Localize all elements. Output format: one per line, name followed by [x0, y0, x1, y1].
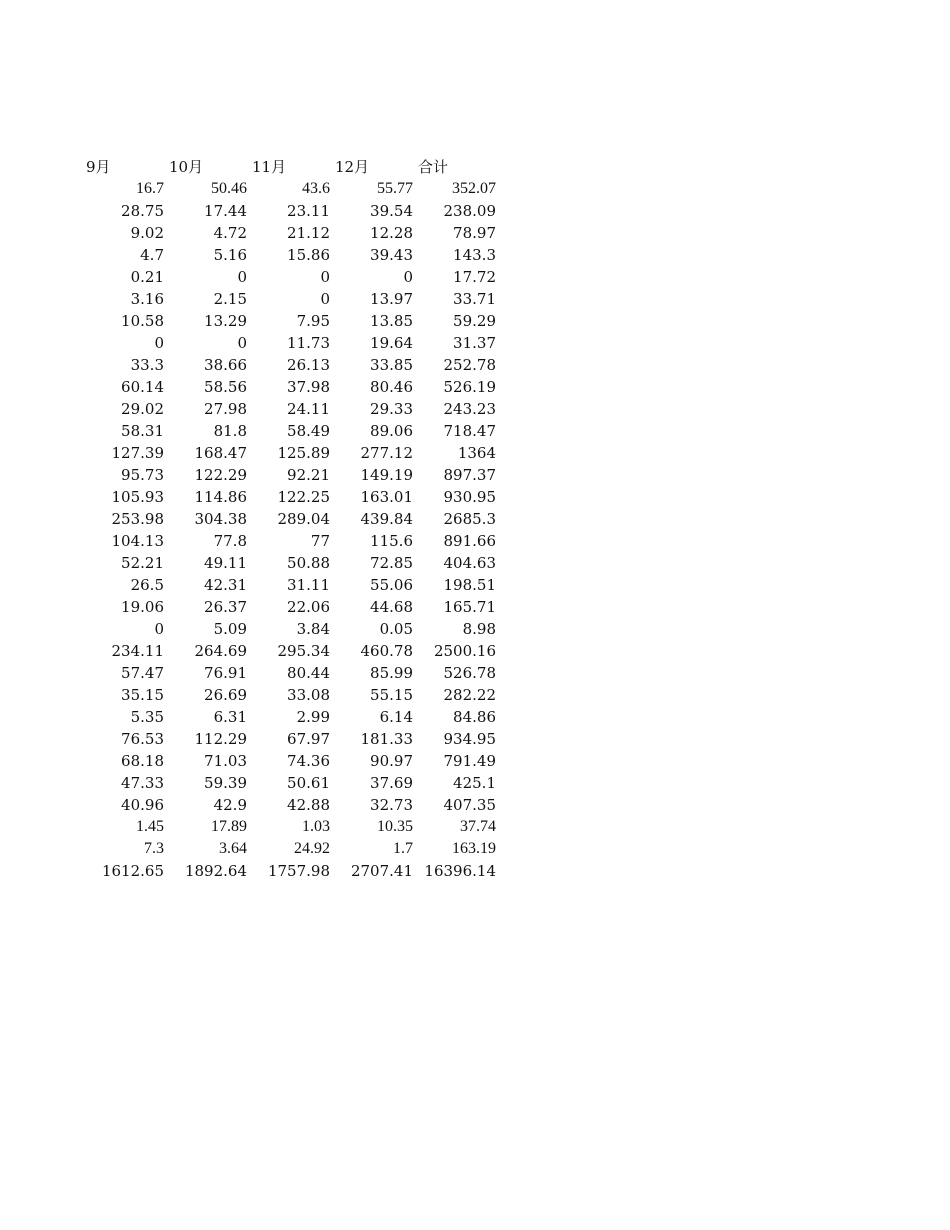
- cell-oct: 58.56: [204, 378, 247, 396]
- cell-dec: 115.6: [370, 532, 413, 550]
- cell-nov: 0: [320, 290, 330, 308]
- cell-nov: 295.34: [277, 642, 330, 660]
- table-row: [84, 838, 499, 860]
- table-row: [84, 266, 499, 288]
- cell-nov: 24.92: [294, 840, 330, 857]
- cell-dec: 460.78: [360, 642, 413, 660]
- cell-total: 718.47: [443, 422, 496, 440]
- table-row: [84, 772, 499, 794]
- cell-sep: 47.33: [121, 774, 164, 792]
- cell-sep: 57.47: [121, 664, 164, 682]
- cell-sep: 234.11: [111, 642, 164, 660]
- table-row: [84, 530, 499, 552]
- cell-sep: 95.73: [121, 466, 164, 484]
- cell-sep: 127.39: [111, 444, 164, 462]
- cell-dec: 2707.41: [350, 862, 413, 880]
- cell-total: 78.97: [453, 224, 496, 242]
- table-row: [84, 618, 499, 640]
- cell-oct: 26.69: [204, 686, 247, 704]
- cell-oct: 17.44: [204, 202, 247, 220]
- cell-total: 16396.14: [424, 862, 496, 880]
- cell-nov: 289.04: [277, 510, 330, 528]
- cell-total: 282.22: [443, 686, 496, 704]
- table-row: [84, 684, 499, 706]
- cell-sep: 76.53: [121, 730, 164, 748]
- cell-nov: 22.06: [287, 598, 330, 616]
- cell-total: 526.19: [443, 378, 496, 396]
- cell-total: 84.86: [453, 708, 496, 726]
- cell-oct: 59.39: [204, 774, 247, 792]
- cell-oct: 13.29: [204, 312, 247, 330]
- cell-total: 897.37: [443, 466, 496, 484]
- cell-oct: 38.66: [204, 356, 247, 374]
- table-row: [84, 178, 499, 200]
- cell-dec: 439.84: [360, 510, 413, 528]
- cell-total: 252.78: [443, 356, 496, 374]
- cell-total: 165.71: [443, 598, 496, 616]
- table-row: [84, 354, 499, 376]
- table-row: [84, 310, 499, 332]
- cell-total: 2685.3: [443, 510, 496, 528]
- cell-total: 59.29: [453, 312, 496, 330]
- cell-sep: 105.93: [111, 488, 164, 506]
- cell-dec: 89.06: [370, 422, 413, 440]
- cell-sep: 253.98: [111, 510, 164, 528]
- header-dec: 12月: [335, 158, 370, 176]
- cell-oct: 81.8: [213, 422, 247, 440]
- table-row: [84, 596, 499, 618]
- cell-total: 37.74: [460, 818, 496, 835]
- table-row: [84, 332, 499, 354]
- cell-nov: 7.95: [296, 312, 330, 330]
- cell-total: 163.19: [452, 840, 496, 857]
- cell-nov: 80.44: [287, 664, 330, 682]
- cell-sep: 16.7: [136, 180, 164, 197]
- cell-dec: 149.19: [360, 466, 413, 484]
- cell-dec: 29.33: [370, 400, 413, 418]
- cell-total: 934.95: [443, 730, 496, 748]
- cell-oct: 71.03: [204, 752, 247, 770]
- cell-total: 2500.16: [433, 642, 496, 660]
- cell-dec: 13.85: [370, 312, 413, 330]
- cell-nov: 37.98: [287, 378, 330, 396]
- cell-dec: 33.85: [370, 356, 413, 374]
- cell-total: 243.23: [443, 400, 496, 418]
- cell-total: 31.37: [453, 334, 496, 352]
- cell-oct: 114.86: [194, 488, 247, 506]
- cell-oct: 76.91: [204, 664, 247, 682]
- cell-oct: 5.16: [213, 246, 247, 264]
- table-row: [84, 244, 499, 266]
- cell-oct: 5.09: [213, 620, 247, 638]
- table-row: [84, 750, 499, 772]
- cell-nov: 3.84: [296, 620, 330, 638]
- table-row: [84, 816, 499, 838]
- cell-oct: 49.11: [204, 554, 247, 572]
- cell-sep: 4.7: [140, 246, 164, 264]
- cell-sep: 5.35: [130, 708, 164, 726]
- cell-dec: 10.35: [377, 818, 413, 835]
- cell-oct: 77.8: [213, 532, 247, 550]
- cell-nov: 43.6: [302, 180, 330, 197]
- table-row: [84, 574, 499, 596]
- header-row: [84, 156, 499, 178]
- cell-oct: 42.31: [204, 576, 247, 594]
- cell-oct: 26.37: [204, 598, 247, 616]
- cell-oct: 112.29: [194, 730, 247, 748]
- cell-total: 33.71: [453, 290, 496, 308]
- cell-oct: 1892.64: [184, 862, 247, 880]
- cell-nov: 67.97: [287, 730, 330, 748]
- cell-nov: 50.88: [287, 554, 330, 572]
- cell-dec: 39.54: [370, 202, 413, 220]
- cell-sep: 3.16: [130, 290, 164, 308]
- table-row: [84, 552, 499, 574]
- table-row: [84, 222, 499, 244]
- cell-dec: 6.14: [379, 708, 413, 726]
- cell-dec: 72.85: [370, 554, 413, 572]
- cell-sep: 52.21: [121, 554, 164, 572]
- cell-dec: 181.33: [360, 730, 413, 748]
- cell-dec: 13.97: [370, 290, 413, 308]
- cell-sep: 1.45: [136, 818, 164, 835]
- cell-total: 407.35: [443, 796, 496, 814]
- cell-nov: 1757.98: [267, 862, 330, 880]
- cell-oct: 42.9: [213, 796, 247, 814]
- cell-total: 1364: [457, 444, 496, 462]
- cell-sep: 68.18: [121, 752, 164, 770]
- cell-oct: 4.72: [213, 224, 247, 242]
- table-row: [84, 420, 499, 442]
- table-row: [84, 728, 499, 750]
- cell-sep: 0: [154, 620, 164, 638]
- cell-sep: 26.5: [130, 576, 164, 594]
- cell-nov: 23.11: [287, 202, 330, 220]
- table-row: [84, 508, 499, 530]
- cell-nov: 15.86: [287, 246, 330, 264]
- cell-oct: 122.29: [194, 466, 247, 484]
- cell-sep: 60.14: [121, 378, 164, 396]
- cell-sep: 0: [154, 334, 164, 352]
- cell-sep: 33.3: [130, 356, 164, 374]
- table-row: [84, 398, 499, 420]
- cell-dec: 44.68: [370, 598, 413, 616]
- cell-nov: 11.73: [287, 334, 330, 352]
- cell-sep: 58.31: [121, 422, 164, 440]
- header-sep: 9月: [86, 158, 111, 176]
- table-row: [84, 288, 499, 310]
- cell-total: 891.66: [443, 532, 496, 550]
- table-row: [84, 706, 499, 728]
- cell-oct: 6.31: [213, 708, 247, 726]
- cell-nov: 1.03: [302, 818, 330, 835]
- cell-oct: 50.46: [211, 180, 247, 197]
- cell-total: 352.07: [452, 180, 496, 197]
- cell-oct: 168.47: [194, 444, 247, 462]
- cell-nov: 21.12: [287, 224, 330, 242]
- cell-nov: 125.89: [277, 444, 330, 462]
- cell-total: 8.98: [462, 620, 496, 638]
- cell-dec: 90.97: [370, 752, 413, 770]
- table-row: [84, 200, 499, 222]
- cell-total: 404.63: [443, 554, 496, 572]
- cell-total: 791.49: [443, 752, 496, 770]
- cell-sep: 35.15: [121, 686, 164, 704]
- table-row: [84, 486, 499, 508]
- header-total: 合计: [418, 158, 449, 176]
- cell-nov: 50.61: [287, 774, 330, 792]
- cell-sep: 7.3: [144, 840, 164, 857]
- cell-dec: 55.06: [370, 576, 413, 594]
- header-nov: 11月: [252, 158, 287, 176]
- cell-oct: 0: [237, 334, 247, 352]
- cell-sep: 29.02: [121, 400, 164, 418]
- cell-nov: 122.25: [277, 488, 330, 506]
- cell-dec: 1.7: [393, 840, 413, 857]
- cell-sep: 104.13: [111, 532, 164, 550]
- cell-dec: 19.64: [370, 334, 413, 352]
- header-oct: 10月: [169, 158, 204, 176]
- cell-total: 17.72: [453, 268, 496, 286]
- cell-nov: 33.08: [287, 686, 330, 704]
- cell-oct: 0: [237, 268, 247, 286]
- cell-dec: 0.05: [379, 620, 413, 638]
- cell-nov: 74.36: [287, 752, 330, 770]
- cell-dec: 163.01: [360, 488, 413, 506]
- cell-oct: 2.15: [213, 290, 247, 308]
- cell-dec: 85.99: [370, 664, 413, 682]
- cell-dec: 12.28: [370, 224, 413, 242]
- cell-sep: 10.58: [121, 312, 164, 330]
- cell-dec: 0: [403, 268, 413, 286]
- cell-dec: 55.77: [377, 180, 413, 197]
- cell-nov: 42.88: [287, 796, 330, 814]
- cell-sep: 19.06: [121, 598, 164, 616]
- cell-total: 198.51: [443, 576, 496, 594]
- table-row: [84, 442, 499, 464]
- cell-oct: 264.69: [194, 642, 247, 660]
- cell-sep: 0.21: [130, 268, 164, 286]
- cell-total: 425.1: [453, 774, 496, 792]
- cell-oct: 3.64: [219, 840, 247, 857]
- cell-nov: 58.49: [287, 422, 330, 440]
- cell-nov: 92.21: [287, 466, 330, 484]
- cell-nov: 31.11: [287, 576, 330, 594]
- cell-oct: 304.38: [194, 510, 247, 528]
- cell-oct: 17.89: [211, 818, 247, 835]
- cell-total: 526.78: [443, 664, 496, 682]
- cell-oct: 27.98: [204, 400, 247, 418]
- cell-nov: 77: [310, 532, 330, 550]
- cell-dec: 55.15: [370, 686, 413, 704]
- cell-sep: 28.75: [121, 202, 164, 220]
- cell-nov: 24.11: [287, 400, 330, 418]
- cell-total: 930.95: [443, 488, 496, 506]
- cell-dec: 39.43: [370, 246, 413, 264]
- cell-dec: 80.46: [370, 378, 413, 396]
- cell-nov: 26.13: [287, 356, 330, 374]
- cell-sep: 1612.65: [101, 862, 164, 880]
- table-row: [84, 860, 499, 882]
- table-body: [84, 178, 499, 882]
- table-row: [84, 464, 499, 486]
- cell-total: 238.09: [443, 202, 496, 220]
- table-row: [84, 376, 499, 398]
- cell-nov: 0: [320, 268, 330, 286]
- cell-nov: 2.99: [296, 708, 330, 726]
- cell-dec: 277.12: [360, 444, 413, 462]
- table-row: [84, 794, 499, 816]
- data-table: [84, 156, 499, 882]
- table-row: [84, 640, 499, 662]
- table-row: [84, 662, 499, 684]
- cell-total: 143.3: [453, 246, 496, 264]
- cell-dec: 32.73: [370, 796, 413, 814]
- cell-sep: 9.02: [130, 224, 164, 242]
- cell-dec: 37.69: [370, 774, 413, 792]
- cell-sep: 40.96: [121, 796, 164, 814]
